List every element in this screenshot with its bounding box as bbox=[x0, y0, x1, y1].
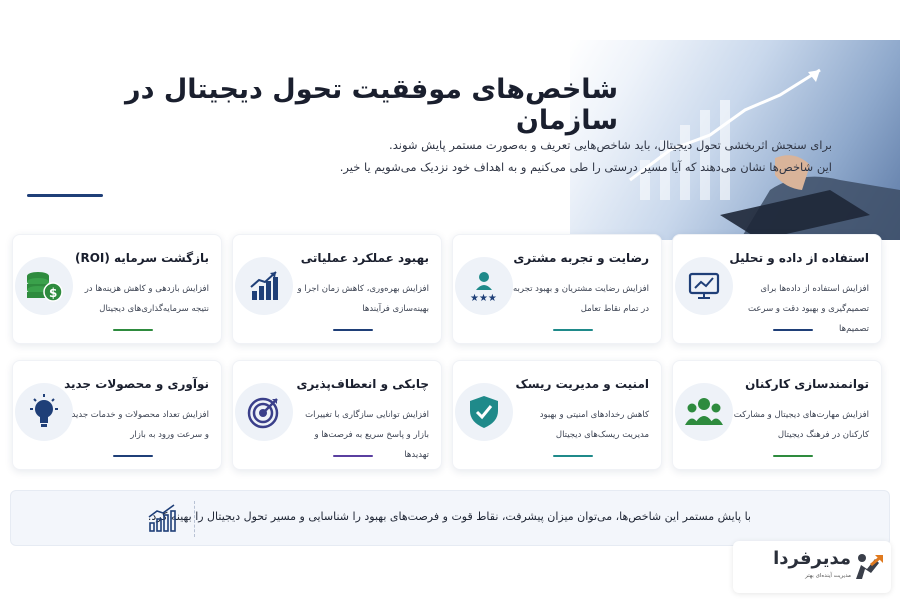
card-accent-line bbox=[113, 455, 153, 457]
card-accent-line bbox=[333, 329, 373, 331]
card-title: نوآوری و محصولات جدید bbox=[64, 377, 209, 391]
target-icon bbox=[235, 383, 293, 441]
card-title: چابکی و انعطاف‌پذیری bbox=[296, 377, 429, 391]
card-title: توانمندسازی کارکنان bbox=[745, 377, 869, 391]
card-title: استفاده از داده و تحلیل bbox=[729, 251, 869, 265]
card-accent-line bbox=[113, 329, 153, 331]
card-roi bbox=[12, 234, 222, 344]
card-accent-line bbox=[773, 329, 813, 331]
brand-tagline: مدیریت آینده‌ای بهتر bbox=[805, 573, 851, 579]
card-security-risk bbox=[452, 360, 662, 470]
shield-check-icon bbox=[455, 383, 513, 441]
card-accent-line bbox=[773, 455, 813, 457]
svg-text:$: $ bbox=[49, 286, 58, 300]
card-accent-line bbox=[333, 455, 373, 457]
coins-dollar-icon bbox=[15, 257, 73, 315]
card-employee-empowerment bbox=[672, 360, 882, 470]
growth-chart-icon bbox=[147, 503, 177, 537]
customer-rating-icon bbox=[455, 257, 513, 315]
monitor-chart-icon bbox=[675, 257, 733, 315]
card-operational-performance bbox=[232, 234, 442, 344]
summary-divider bbox=[194, 501, 195, 537]
card-description: افزایش رضایت مشتریان و بهبود تجربه در تمام نقاط تعامل bbox=[513, 284, 649, 314]
page-title: شاخص‌های موفقیت تحول دیجیتال در سازمان bbox=[125, 74, 618, 136]
team-icon bbox=[675, 383, 733, 441]
intro-line-1: برای سنجش اثربخشی تحول دیجیتال، باید شاخص‌هایی تعریف و به‌صورت مستمر پایش شوند. bbox=[389, 138, 832, 152]
card-description: افزایش توانایی سازگاری با تغییرات بازار و پاسخ سریع به فرصت‌ها و تهدیدها bbox=[305, 410, 429, 460]
intro-divider bbox=[27, 194, 103, 197]
card-agility bbox=[232, 360, 442, 470]
card-customer-experience bbox=[452, 234, 662, 344]
modirfarda-logo-icon bbox=[853, 551, 885, 587]
card-title: بهبود عملکرد عملیاتی bbox=[300, 251, 429, 265]
brand-name: مدیرفردا bbox=[773, 548, 851, 569]
card-description: افزایش تعداد محصولات و خدمات جدید و سرعت ورود به بازار bbox=[71, 410, 209, 440]
card-title: امنیت و مدیریت ریسک bbox=[515, 377, 649, 391]
card-description: افزایش مهارت‌های دیجیتال و مشارکت کارکنان در فرهنگ دیجیتال bbox=[733, 410, 869, 440]
summary-text: با پایش مستمر این شاخص‌ها، می‌توان میزان پیشرفت، نقاط قوت و فرصت‌های بهبود را شناسایی و مسیر تحول دیجیتال را بهینه کرد. bbox=[147, 510, 751, 523]
card-description: افزایش بهره‌وری، کاهش زمان اجرا و بهینه‌سازی فرآیندها bbox=[297, 284, 429, 314]
bar-growth-icon bbox=[235, 257, 293, 315]
brand-logo bbox=[733, 541, 891, 593]
intro-text bbox=[132, 134, 832, 178]
card-title: رضایت و تجربه مشتری bbox=[513, 251, 649, 265]
lightbulb-icon bbox=[15, 383, 73, 441]
card-innovation bbox=[12, 360, 222, 470]
intro-line-2: این شاخص‌ها نشان می‌دهند که آیا مسیر درستی را طی می‌کنیم و به اهداف خود نزدیک می‌شویم یا خیر. bbox=[339, 160, 832, 174]
summary-banner bbox=[10, 490, 890, 546]
card-accent-line bbox=[553, 329, 593, 331]
card-accent-line bbox=[553, 455, 593, 457]
card-title: بازگشت سرمایه (ROI) bbox=[74, 251, 209, 265]
card-description: افزایش بازدهی و کاهش هزینه‌ها در نتیجه سرمایه‌گذاری‌های دیجیتال bbox=[84, 284, 209, 314]
card-data-analytics bbox=[672, 234, 882, 344]
svg-text:★★★: ★★★ bbox=[470, 293, 497, 304]
card-description: افزایش استفاده از داده‌ها برای تصمیم‌گیری و بهبود دقت و سرعت تصمیم‌ها bbox=[748, 284, 869, 334]
card-description: کاهش رخدادهای امنیتی و بهبود مدیریت ریسک‌های دیجیتال bbox=[539, 410, 649, 440]
